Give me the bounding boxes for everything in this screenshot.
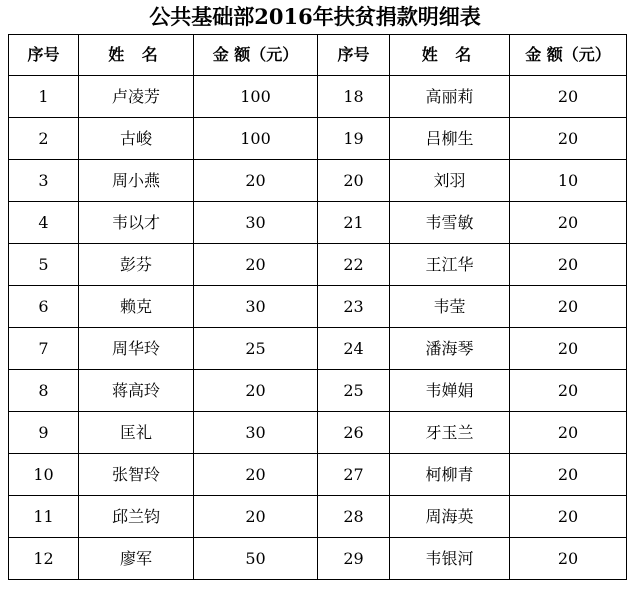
header-amount-right: 金 额（元） xyxy=(510,35,627,76)
cell-amount: 20 xyxy=(510,496,627,538)
cell-name: 周海英 xyxy=(390,496,510,538)
table-row xyxy=(9,286,627,328)
cell-name: 张智玲 xyxy=(79,454,194,496)
cell-name: 高丽莉 xyxy=(390,76,510,118)
cell-name: 吕柳生 xyxy=(390,118,510,160)
cell-name: 古峻 xyxy=(79,118,194,160)
cell-amount: 20 xyxy=(510,244,627,286)
cell-amount: 20 xyxy=(510,202,627,244)
cell-name: 刘羽 xyxy=(390,160,510,202)
cell-amount: 100 xyxy=(194,76,318,118)
cell-no: 12 xyxy=(9,538,79,580)
cell-no: 28 xyxy=(318,496,390,538)
table-row xyxy=(9,202,627,244)
cell-amount: 20 xyxy=(194,496,318,538)
cell-name: 匡礼 xyxy=(79,412,194,454)
cell-amount: 20 xyxy=(510,412,627,454)
cell-amount: 20 xyxy=(194,370,318,412)
cell-name: 赖克 xyxy=(79,286,194,328)
cell-name: 蒋高玲 xyxy=(79,370,194,412)
cell-name: 柯柳青 xyxy=(390,454,510,496)
page-title: 公共基础部2016年扶贫捐款明细表 xyxy=(149,4,481,29)
cell-no: 23 xyxy=(318,286,390,328)
header-no-right: 序号 xyxy=(318,35,390,76)
table-row xyxy=(9,76,627,118)
cell-no: 21 xyxy=(318,202,390,244)
cell-name: 韦雪敏 xyxy=(390,202,510,244)
cell-no: 29 xyxy=(318,538,390,580)
cell-amount: 10 xyxy=(510,160,627,202)
cell-amount: 20 xyxy=(510,454,627,496)
cell-name: 韦婵娟 xyxy=(390,370,510,412)
table-row xyxy=(9,370,627,412)
table-row xyxy=(9,496,627,538)
cell-no: 20 xyxy=(318,160,390,202)
cell-name: 周小燕 xyxy=(79,160,194,202)
cell-no: 4 xyxy=(9,202,79,244)
cell-amount: 20 xyxy=(510,370,627,412)
cell-amount: 30 xyxy=(194,286,318,328)
cell-no: 19 xyxy=(318,118,390,160)
cell-no: 11 xyxy=(9,496,79,538)
cell-amount: 20 xyxy=(510,76,627,118)
header-amount-left: 金 额（元） xyxy=(194,35,318,76)
cell-no: 10 xyxy=(9,454,79,496)
cell-no: 1 xyxy=(9,76,79,118)
cell-no: 22 xyxy=(318,244,390,286)
cell-name: 牙玉兰 xyxy=(390,412,510,454)
cell-name: 韦以才 xyxy=(79,202,194,244)
cell-name: 韦莹 xyxy=(390,286,510,328)
cell-name: 卢凌芳 xyxy=(79,76,194,118)
cell-amount: 20 xyxy=(194,244,318,286)
table-row xyxy=(9,118,627,160)
cell-name: 潘海琴 xyxy=(390,328,510,370)
header-no-left: 序号 xyxy=(9,35,79,76)
donation-table xyxy=(8,34,627,580)
cell-no: 24 xyxy=(318,328,390,370)
cell-amount: 20 xyxy=(194,160,318,202)
cell-name: 周华玲 xyxy=(79,328,194,370)
cell-amount: 20 xyxy=(510,538,627,580)
cell-no: 7 xyxy=(9,328,79,370)
cell-name: 王江华 xyxy=(390,244,510,286)
table-row xyxy=(9,328,627,370)
table-row xyxy=(9,244,627,286)
cell-no: 9 xyxy=(9,412,79,454)
table-row xyxy=(9,454,627,496)
cell-amount: 50 xyxy=(194,538,318,580)
cell-name: 邱兰钧 xyxy=(79,496,194,538)
cell-amount: 20 xyxy=(510,328,627,370)
header-name-right: 姓 名 xyxy=(390,35,510,76)
table-header-row xyxy=(9,35,627,76)
cell-no: 2 xyxy=(9,118,79,160)
cell-name: 彭芬 xyxy=(79,244,194,286)
cell-no: 6 xyxy=(9,286,79,328)
cell-no: 25 xyxy=(318,370,390,412)
cell-no: 8 xyxy=(9,370,79,412)
table-row xyxy=(9,412,627,454)
cell-amount: 20 xyxy=(194,454,318,496)
cell-amount: 100 xyxy=(194,118,318,160)
cell-name: 廖军 xyxy=(79,538,194,580)
cell-amount: 20 xyxy=(510,118,627,160)
table-row xyxy=(9,160,627,202)
header-name-left: 姓 名 xyxy=(79,35,194,76)
cell-no: 3 xyxy=(9,160,79,202)
table-row xyxy=(9,538,627,580)
cell-no: 26 xyxy=(318,412,390,454)
cell-no: 18 xyxy=(318,76,390,118)
cell-no: 5 xyxy=(9,244,79,286)
cell-amount: 20 xyxy=(510,286,627,328)
cell-amount: 30 xyxy=(194,412,318,454)
cell-name: 韦银河 xyxy=(390,538,510,580)
cell-amount: 30 xyxy=(194,202,318,244)
cell-no: 27 xyxy=(318,454,390,496)
cell-amount: 25 xyxy=(194,328,318,370)
